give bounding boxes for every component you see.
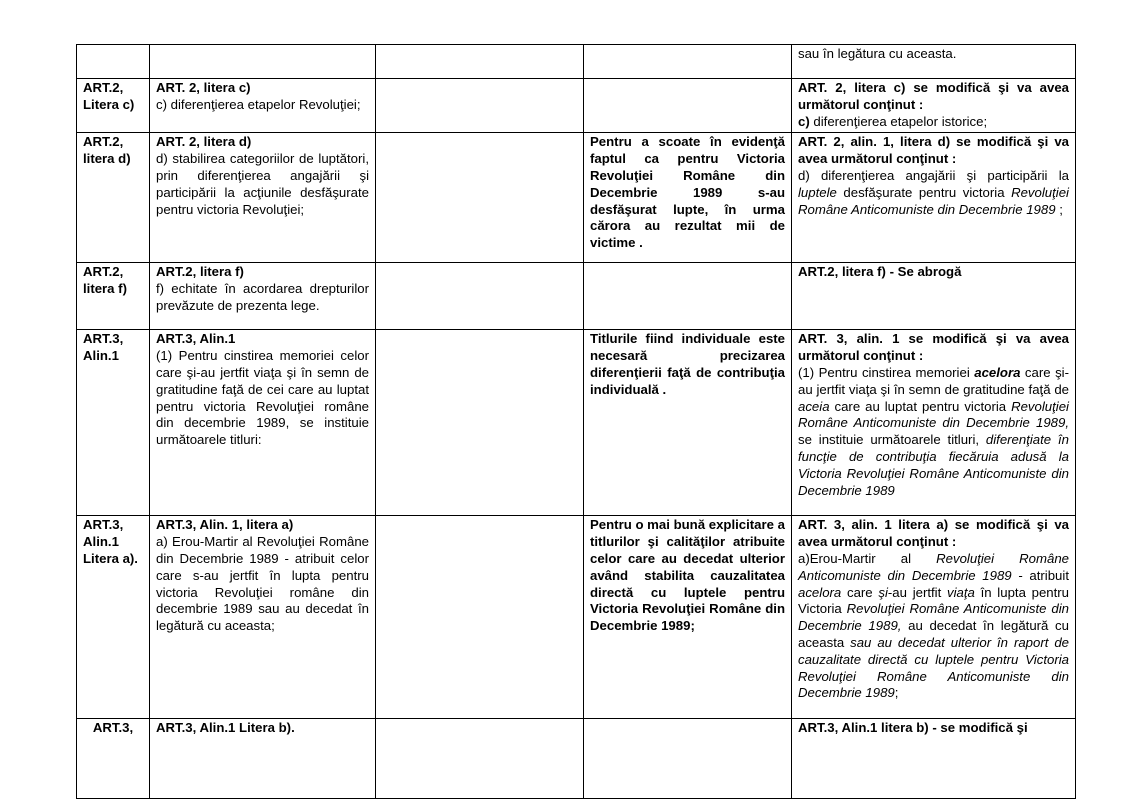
article-cell xyxy=(77,45,150,79)
amend-run: ART. 2, alin. 1, litera d) se modifică şi va avea următorul conţinut : xyxy=(798,134,1069,167)
amendment-cell xyxy=(792,133,1076,263)
motivation-cell xyxy=(584,45,792,79)
amend-run: ART. 2, litera c) se modifică şi va avea următorul conţinut : xyxy=(798,80,1069,112)
amend-run: ; xyxy=(1055,201,1063,217)
amend-run: care şi-au jertfit viaţa şi în semn de gratitudine faţă de xyxy=(798,364,1069,397)
table-row xyxy=(77,133,1076,263)
motivation-cell xyxy=(584,133,792,263)
article-cell xyxy=(77,263,150,330)
motivation-cell xyxy=(584,263,792,330)
original-text-cell xyxy=(150,263,376,330)
orig-run: ART. 2, litera c) xyxy=(156,80,251,95)
empty-column-cell xyxy=(376,133,584,263)
amend-run: viaţa xyxy=(947,584,975,600)
orig-run: f) echitate în acordarea drepturilor prevăzute de prezenta lege. xyxy=(156,281,369,313)
motivation-cell xyxy=(584,330,792,516)
amend-run: acelora xyxy=(798,584,842,600)
amend-run: diferenţiate în funcţie de contribuţia fiecăruia adusă la Victoria Revoluţiei Române Anticomuniste din Decembrie 1989 xyxy=(798,432,1069,498)
orig-run: ART.3, Alin. 1, litera a) xyxy=(156,517,294,533)
amend-run: aceia xyxy=(798,398,830,414)
orig-run: ART. 2, litera d) xyxy=(156,134,252,150)
motivation-cell xyxy=(584,719,792,799)
empty-column-cell xyxy=(376,263,584,330)
amend-run: care xyxy=(841,584,879,600)
empty-column-cell xyxy=(376,516,584,719)
article-cell xyxy=(77,133,150,263)
amend-run: desfăşurate pentru victoria xyxy=(836,184,1012,200)
original-text-cell xyxy=(150,79,376,133)
empty-column-cell xyxy=(376,719,584,799)
amend-run: d) diferenţierea angajării şi participării la xyxy=(798,167,1069,183)
amend-run: c) xyxy=(798,113,810,129)
amend-run: ; xyxy=(894,685,899,701)
orig-run: ART.2, litera f) xyxy=(156,264,244,280)
amendment-cell xyxy=(792,45,1076,79)
original-text-cell xyxy=(150,133,376,263)
amend-run: Revoluţiei Române Anticomuniste din Decembrie 1989 xyxy=(798,550,1069,583)
amendment-cell xyxy=(792,79,1076,133)
empty-column-cell xyxy=(376,45,584,79)
article-cell xyxy=(77,719,150,799)
article-ref: ART.2, litera f) xyxy=(83,264,127,297)
amendment-cell xyxy=(792,516,1076,719)
table-row xyxy=(77,79,1076,133)
motivation-text: Pentru o mai bună explicitare a titlurilor şi calităţilor atribuite celor care au decedat ulterior având stabilita cauzalitatea directă cu luptele pentru Victoria Revoluţiei Române din Decembrie 1989; xyxy=(590,517,785,634)
table-row xyxy=(77,263,1076,330)
table-row xyxy=(77,719,1076,799)
amendments-table xyxy=(76,44,1076,799)
amend-run: Revoluţiei Române Anticomuniste din Decembrie 1989 xyxy=(798,184,1069,217)
amend-run: ART. 3, alin. 1 litera a) se modifică şi va avea următorul conţinut : xyxy=(798,517,1069,550)
motivation-text: Pentru a scoate în evidenţă faptul ca pentru Victoria Revoluţiei Române din Decembrie 1989 s-au desfăşurat lupte, în urma cărora au rezultat mii de victime . xyxy=(590,134,785,251)
amend-run: au decedat în legătură cu aceasta xyxy=(798,618,1069,650)
article-ref: ART.2, litera d) xyxy=(83,134,131,167)
amend-run: ART.3, Alin.1 litera b) - se modifică şi xyxy=(798,720,1028,736)
amend-run: diferenţierea etapelor istorice; xyxy=(809,113,988,129)
table-row xyxy=(77,45,1076,79)
amend-run: şi xyxy=(878,584,888,600)
amend-run: se instituie următoarele titluri, xyxy=(798,432,986,448)
amendment-cell xyxy=(792,263,1076,330)
orig-run: (1) Pentru cinstirea memoriei celor care şi-au jertfit viaţa şi în semn de gratitudine faţă de cei care au luptat pentru victoria Revoluţiei române din decembrie 1989, se instituie următoarele titluri: xyxy=(156,348,369,448)
amend-run: sau în legătura cu aceasta. xyxy=(798,46,957,61)
motivation-cell xyxy=(584,516,792,719)
original-text-cell xyxy=(150,45,376,79)
article-cell xyxy=(77,516,150,719)
empty-column-cell xyxy=(376,330,584,516)
motivation-text: Titlurile fiind individuale este necesară precizarea diferenţierii faţă de contribuţia individuală . xyxy=(590,331,785,397)
orig-run: ART.3, Alin.1 Litera b). xyxy=(156,720,295,736)
amend-run: a)Erou-Martir al xyxy=(798,550,937,566)
original-text-cell xyxy=(150,719,376,799)
article-ref: ART.3, Alin.1 xyxy=(83,331,124,364)
orig-run: a) Erou-Martir al Revoluţiei Române din Decembrie 1989 - atribuit celor care s-au jertfit în lupta pentru victoria Revoluţiei române din decembrie 1989 sau au decedat în legătură cu aceasta; xyxy=(156,534,369,634)
amend-run: ART. 3, alin. 1 se modifică şi va avea următorul conţinut : xyxy=(798,331,1069,364)
original-text-cell xyxy=(150,330,376,516)
article-ref: ART.3, xyxy=(92,720,134,736)
empty-column-cell xyxy=(376,79,584,133)
amend-run: (1) Pentru cinstirea memoriei xyxy=(798,364,975,380)
amend-run: ART.2, litera f) - Se abrogă xyxy=(798,264,962,280)
amend-run: - atribuit xyxy=(1011,567,1069,583)
amend-run: sau au decedat ulterior în raport de cauzalitate directă cu luptele pentru Victoria Revoluţiei Române Anticomuniste din Decembrie 1989 xyxy=(798,634,1069,701)
amendment-cell xyxy=(792,719,1076,799)
amend-run: -au jertfit xyxy=(887,584,947,600)
article-ref: ART.2, Litera c) xyxy=(83,80,135,112)
motivation-cell xyxy=(584,79,792,133)
orig-run: c) diferenţierea etapelor Revoluţiei; xyxy=(156,96,361,112)
amend-run: acelora xyxy=(974,364,1021,380)
original-text-cell xyxy=(150,516,376,719)
amend-run: Revoluţiei Române Anticomuniste din Decembrie 1989, xyxy=(798,398,1069,431)
amend-run: Revoluţiei Române Anticomuniste din Decembrie 1989, xyxy=(798,601,1070,634)
orig-run: d) stabilirea categoriilor de luptători, prin diferenţierea angajării şi participării la acţiunile desfăşurate pentru victoria Revoluţiei; xyxy=(156,151,369,217)
article-cell xyxy=(77,330,150,516)
orig-run: ART.3, Alin.1 xyxy=(156,331,236,347)
article-cell xyxy=(77,79,150,133)
amendment-cell xyxy=(792,330,1076,516)
amend-run: care au luptat pentru victoria xyxy=(829,398,1012,414)
table-row xyxy=(77,516,1076,719)
amend-run: în lupta pentru Victoria xyxy=(798,584,1070,617)
article-ref: ART.3, Alin.1 Litera a). xyxy=(83,517,138,566)
table-row xyxy=(77,330,1076,516)
amend-run: luptele xyxy=(798,184,837,200)
